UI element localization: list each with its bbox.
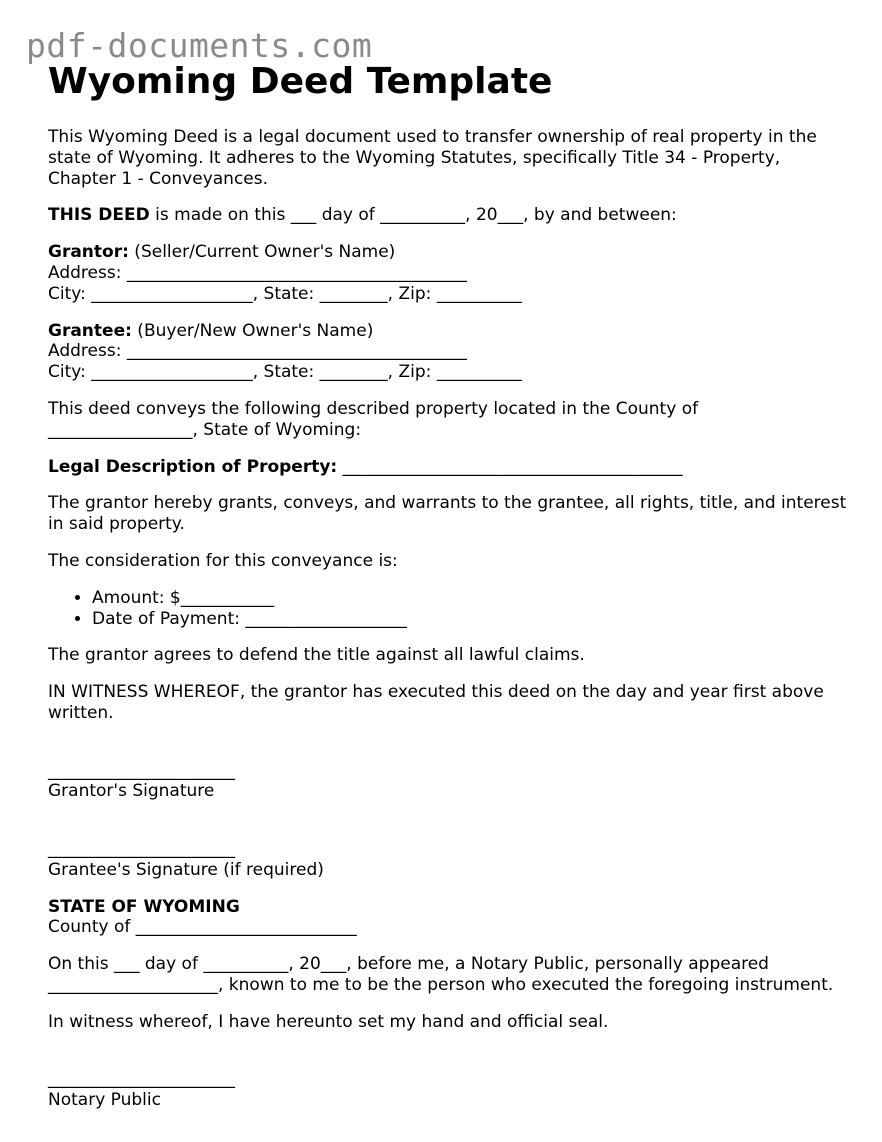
consideration-paragraph: The consideration for this conveyance is: xyxy=(48,550,398,571)
page-title: Wyoming Deed Template xyxy=(48,61,553,102)
grantor-signature-line: ______________________ xyxy=(48,760,235,781)
grantee-label: Grantee: xyxy=(48,320,132,341)
conveys-paragraph: This deed conveys the following described property located in the County of _________________, State of Wyoming: xyxy=(48,398,699,440)
notary-appeared-paragraph: On this ___ day of __________, 20___, before me, a Notary Public, personally appeared ____________________, known to me to be the person who executed the foregoing instrument. xyxy=(48,954,834,995)
grantee-signature-block xyxy=(48,818,848,880)
legal-description-line xyxy=(48,457,848,478)
notary-seal-paragraph: In witness whereof, I have hereunto set my hand and official seal. xyxy=(48,1011,609,1032)
notary-signature-line: ______________________ xyxy=(48,1069,235,1090)
grantor-city-state-zip: City: ___________________, State: ________, Zip: __________ xyxy=(48,283,522,304)
list-item: • Amount: $___________ xyxy=(92,588,848,609)
grantor-label: Grantor: xyxy=(48,242,129,263)
grantee-heading xyxy=(48,321,848,342)
grantee-signature-label: Grantee's Signature (if required) xyxy=(48,859,324,880)
consideration-list xyxy=(48,588,848,630)
intro-paragraph: This Wyoming Deed is a legal document used to transfer ownership of real property in the state of Wyoming. It adheres to the Wyoming Statutes, specifically Title 34 - Property, Chapter 1 - Conveyances. xyxy=(48,127,817,189)
grantee-address: Address: ________________________________________ xyxy=(48,341,467,362)
notary-signature-block xyxy=(48,1049,848,1111)
grantee-city-state-zip: City: ___________________, State: ________, Zip: __________ xyxy=(48,362,522,383)
notary-state-heading: STATE OF WYOMING xyxy=(48,896,240,917)
grantor-heading xyxy=(48,242,848,263)
notary-county-line: County of __________________________ xyxy=(48,917,357,938)
defend-paragraph: The grantor agrees to defend the title against all lawful claims. xyxy=(48,645,585,666)
list-item: • Date of Payment: ___________________ xyxy=(92,609,848,630)
grantor-signature-label: Grantor's Signature xyxy=(48,781,215,802)
notary-header-block xyxy=(48,897,848,939)
grantor-address: Address: ________________________________________ xyxy=(48,262,467,283)
deed-date-bold: THIS DEED xyxy=(48,205,150,226)
deed-date-text: is made on this ___ day of __________, 20___, by and between: xyxy=(149,205,677,226)
deed-date-line xyxy=(48,205,848,226)
witness-paragraph: IN WITNESS WHEREOF, the grantor has executed this deed on the day and year first above written. xyxy=(48,682,824,723)
grantor-signature-block xyxy=(48,740,848,802)
document-page xyxy=(48,60,848,1111)
grantor-description: (Seller/Current Owner's Name) xyxy=(128,242,396,263)
notary-signature-label: Notary Public xyxy=(48,1090,161,1111)
watermark: pdf-documents.com xyxy=(26,26,373,65)
grantee-block xyxy=(48,321,848,383)
grants-paragraph: The grantor hereby grants, conveys, and warrants to the grantee, all rights, title, and interest in said property. xyxy=(48,493,847,535)
grantee-signature-line: ______________________ xyxy=(48,838,235,859)
legal-description-label: Legal Description of Property: xyxy=(48,456,338,477)
grantor-block xyxy=(48,242,848,304)
legal-description-blank: ________________________________________ xyxy=(337,456,683,477)
grantee-description: (Buyer/New Owner's Name) xyxy=(131,320,374,341)
